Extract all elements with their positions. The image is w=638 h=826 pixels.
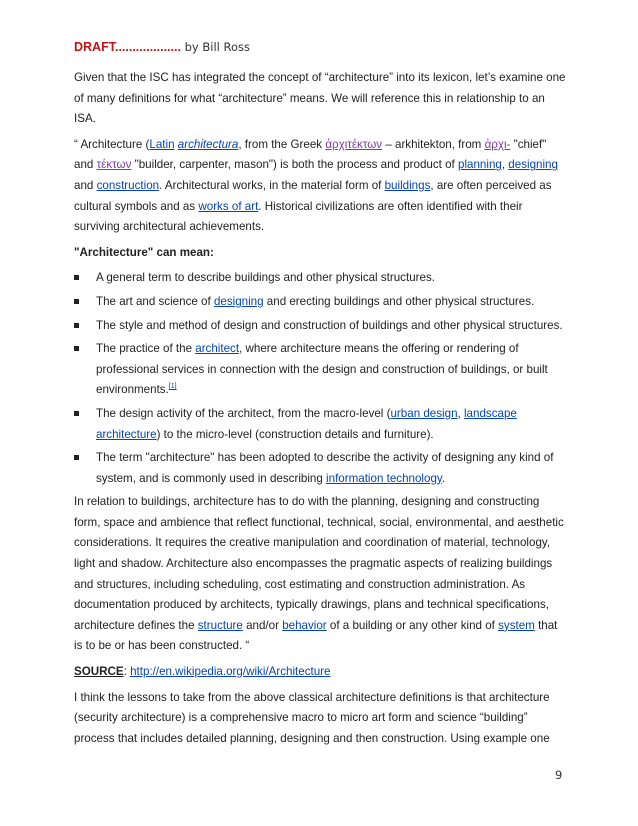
list-item-text: , where architecture means the offering or rendering of professional services in connection with the design and construction of buildings, or built environments.	[96, 342, 548, 397]
source-url-link[interactable]: http://en.wikipedia.org/wiki/Architecture	[130, 665, 331, 679]
quote-text: , from the Greek	[238, 137, 326, 151]
list-item-text: and erecting buildings and other physical structures.	[263, 294, 535, 308]
list-item	[74, 316, 566, 337]
system-link[interactable]: system	[498, 618, 535, 632]
list-item-text: The style and method of design and construction of buildings and other physical structures.	[96, 318, 563, 332]
page-number: 9	[555, 768, 563, 782]
list-item	[74, 404, 566, 445]
buildings-link[interactable]: buildings	[384, 178, 431, 192]
list-item-text: The art and science of	[96, 294, 214, 308]
urban-design-link[interactable]: urban design	[390, 406, 458, 420]
intro-paragraph: Given that the ISC has integrated the concept of “architecture” into its lexicon, let’s examine one of many definitions for what “architecture” means. We will reference this in relationship to an ISA.	[74, 71, 566, 126]
list-item	[74, 292, 566, 313]
behavior-link[interactable]: behavior	[282, 618, 327, 632]
greek-tekton-link[interactable]: τέκτων	[96, 158, 132, 172]
list-item	[74, 339, 566, 401]
document-body	[74, 68, 566, 754]
author-byline: by Bill Ross	[180, 40, 251, 54]
list-item-text: ,	[457, 406, 464, 420]
structure-link[interactable]: structure	[197, 618, 243, 632]
list-item-text: The term "architecture" has been adopted to describe the activity of designing any kind of system, and is commonly used in describing	[96, 451, 554, 485]
designing-link[interactable]: designing	[508, 158, 558, 172]
works-of-art-link[interactable]: works of art	[198, 199, 259, 213]
relation-text: of a building or any other kind of	[326, 618, 499, 632]
square-bullet-icon	[74, 455, 79, 460]
relation-paragraph	[74, 492, 566, 657]
draft-label: DRAFT	[74, 40, 115, 54]
square-bullet-icon	[74, 346, 79, 351]
greek-arkhi-link[interactable]: ἀρχι-	[484, 137, 511, 151]
square-bullet-icon	[74, 299, 79, 304]
source-label: SOURCE	[74, 665, 124, 679]
relation-text: In relation to buildings, architecture has to do with the planning, designing and constructing form, space and ambience that reflect functional, technical, social, environmental, and aesthetic considerations. It requires the creative manipulation and coordination of material, technology, light and shadow. Architecture also encompasses the pragmatic aspects of realizing buildings and structures, including scheduling, cost estimating and construction administration. As documentation produced by architects, typically drawings, plans and technical specifications, architecture defines the	[74, 495, 564, 632]
relation-text: and/or	[242, 618, 283, 632]
list-item-text: The practice of the	[96, 342, 196, 356]
list-item-text: A general term to describe buildings and other physical structures.	[96, 271, 435, 285]
list-item-text: .	[441, 471, 446, 485]
quote-paragraph	[74, 135, 566, 238]
quote-text: – arkhitekton, from	[382, 137, 485, 151]
quote-text: “ Architecture (	[74, 137, 150, 151]
quote-text: . Architectural works, in the material form of	[159, 178, 385, 192]
architect-link[interactable]: architect	[195, 342, 240, 356]
quote-text: "builder, carpenter, mason") is both the process and product of	[131, 158, 458, 172]
quote-text: and	[74, 178, 97, 192]
information-technology-link[interactable]: information technology	[326, 471, 442, 485]
quote-text: , are often perceived as cultural symbols and as	[74, 178, 552, 213]
square-bullet-icon	[74, 411, 79, 416]
square-bullet-icon	[74, 323, 79, 328]
architectura-link[interactable]: architectura	[177, 137, 239, 151]
reference-link[interactable]: [1]	[168, 383, 177, 391]
designing-link[interactable]: designing	[213, 294, 264, 308]
source-line	[74, 662, 566, 683]
greek-architekton-link[interactable]: ἀρχιτέκτων	[325, 137, 383, 151]
definition-list	[74, 268, 566, 489]
page-header	[74, 40, 250, 54]
list-item	[74, 448, 566, 489]
relation-text: that is to be or has been constructed. “	[74, 618, 558, 653]
list-item-text: ) to the micro-level (construction details and furniture).	[156, 427, 434, 441]
list-item	[74, 268, 566, 289]
quote-text: . Historical civilizations are often identified with their surviving architectural achievements.	[74, 199, 523, 234]
list-item-text: The design activity of the architect, from the macro-level (	[96, 406, 391, 420]
construction-link[interactable]: construction	[96, 178, 160, 192]
can-mean-heading: "Architecture" can mean:	[74, 245, 214, 259]
draft-dots: ...................	[114, 40, 181, 54]
latin-link[interactable]: Latin	[149, 137, 175, 151]
quote-text: ,	[501, 158, 509, 172]
planning-link[interactable]: planning	[458, 158, 502, 172]
closing-paragraph: I think the lessons to take from the above classical architecture definitions is that architecture (security architecture) is a comprehensive macro to micro art form and science “building” process that includes detailed planning, designing and then construction. Using example one	[74, 690, 550, 745]
quote-text: "chief" and	[74, 137, 547, 172]
landscape-architecture-link[interactable]: landscape architecture	[96, 406, 517, 441]
square-bullet-icon	[74, 275, 79, 280]
source-colon: :	[123, 665, 131, 679]
